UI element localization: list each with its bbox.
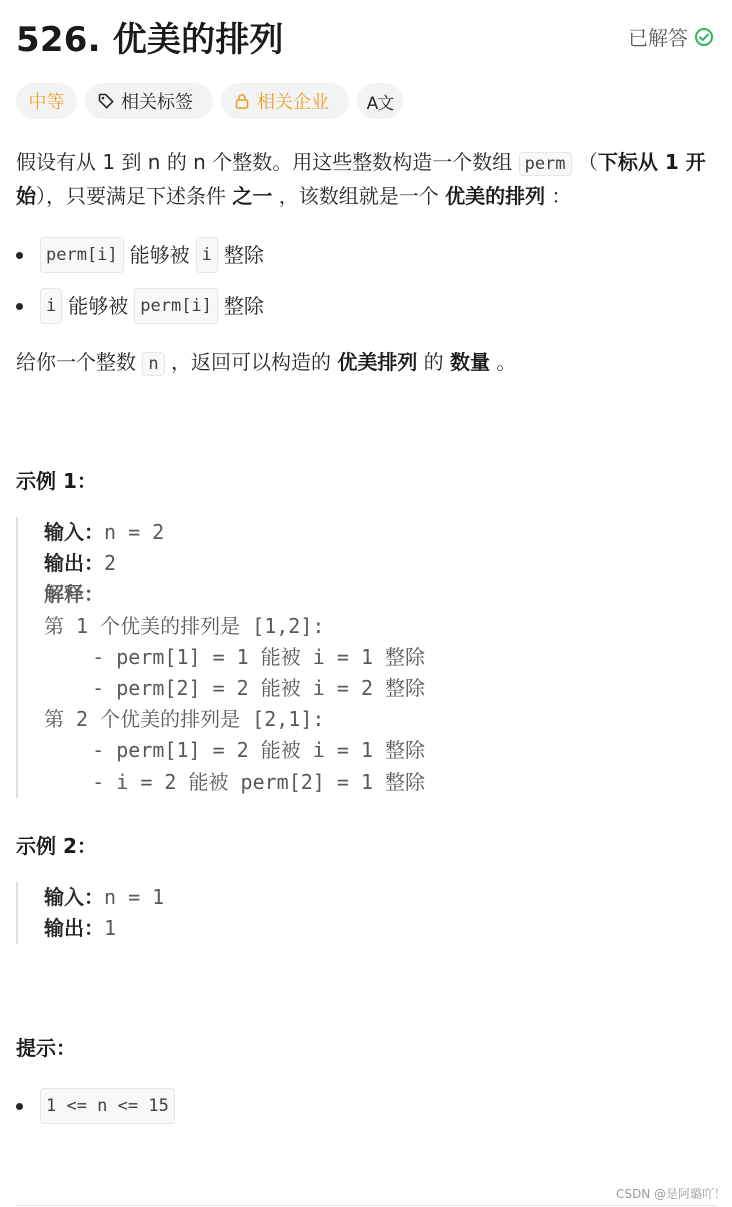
- desc-text: ，返回可以构造的: [164, 350, 338, 374]
- desc-text: 给你一个整数: [16, 350, 143, 374]
- desc-bold-beautiful: 优美的排列: [445, 184, 546, 208]
- explanation-line: 第 2 个优美的排列是 [2,1]:: [44, 707, 325, 732]
- solved-status: [628, 22, 714, 51]
- watermark: CSDN @是阿璐吖！: [615, 1187, 726, 1201]
- desc-bold-index: 下标从 1 开始: [16, 150, 706, 208]
- bullet-dot: [16, 303, 23, 310]
- bullet-dot: [16, 1103, 23, 1110]
- explanation-line: - perm[2] = 2 能被 i = 2 整除: [44, 676, 426, 701]
- difficulty-label: 中等: [28, 92, 65, 113]
- desc-text: ，该数组就是一个: [272, 184, 446, 208]
- condition-text: 整除: [223, 294, 264, 318]
- desc-bold-beautiful-perm: 优美排列: [337, 350, 418, 374]
- condition-item-2: [16, 288, 264, 324]
- explanation-line: 第 1 个优美的排列是 [1,2]:: [44, 613, 325, 638]
- example-1-block: [16, 517, 425, 798]
- related-companies-button[interactable]: [221, 83, 349, 119]
- example-2-block: [16, 882, 164, 944]
- solved-status-label: 已解答: [628, 26, 688, 50]
- explanation-line: - perm[1] = 2 能被 i = 1 整除: [44, 738, 426, 763]
- desc-text: 。: [490, 350, 517, 374]
- condition-item-1: [16, 237, 264, 273]
- inline-code-perm: perm: [519, 152, 572, 176]
- output-label: 输出：: [44, 551, 104, 576]
- translate-button[interactable]: [357, 83, 403, 119]
- inline-code: perm[i]: [134, 288, 218, 324]
- desc-text: ），只要满足下述条件: [36, 184, 233, 208]
- tag-bar: [16, 83, 403, 119]
- hints-title: 提示：: [16, 1036, 76, 1060]
- example-1-title: 示例 1：: [16, 469, 97, 493]
- desc-text: （: [571, 150, 598, 174]
- inline-code: perm[i]: [40, 237, 124, 273]
- input-label: 输入：: [44, 885, 104, 909]
- tag-icon: [97, 92, 115, 110]
- check-circle-icon: [694, 27, 714, 47]
- description-paragraph: [16, 146, 716, 212]
- explanation-label: 解释：: [44, 582, 104, 607]
- task-paragraph: [16, 346, 516, 380]
- desc-bold-one-of: 之一: [232, 184, 273, 208]
- inline-code: i: [40, 288, 62, 324]
- output-value: 2: [104, 551, 117, 576]
- condition-text: 能够被: [129, 243, 190, 267]
- translate-icon: A文: [366, 93, 394, 114]
- difficulty-tag[interactable]: [16, 83, 77, 119]
- lock-icon: [233, 92, 251, 110]
- explanation-line: - perm[1] = 1 能被 i = 1 整除: [44, 644, 426, 669]
- inline-code-n: n: [142, 352, 164, 376]
- related-companies-label: 相关企业: [257, 92, 329, 113]
- example-2-title: 示例 2：: [16, 834, 97, 858]
- input-value: n = 2: [104, 520, 165, 544]
- input-value: n = 1: [104, 885, 165, 909]
- problem-header: [16, 8, 716, 60]
- input-label: 输入：: [44, 520, 104, 544]
- problem-title: 526. 优美的排列: [16, 20, 284, 60]
- explanation-line: - i = 2 能被 perm[2] = 1 整除: [44, 769, 426, 794]
- desc-text: 的: [417, 350, 451, 374]
- inline-code: i: [196, 237, 218, 273]
- bullet-dot: [16, 252, 23, 259]
- condition-text: 整除: [223, 243, 264, 267]
- constraint-code: 1 <= n <= 15: [40, 1088, 175, 1124]
- related-tags-button[interactable]: [85, 83, 213, 119]
- output-label: 输出：: [44, 916, 104, 941]
- constraint-item: [16, 1088, 181, 1124]
- footer-divider: [16, 1205, 716, 1206]
- desc-text: ：: [545, 184, 572, 208]
- related-tags-label: 相关标签: [121, 92, 193, 113]
- output-value: 1: [104, 916, 117, 941]
- condition-text: 能够被: [68, 294, 129, 318]
- desc-text: 假设有从 1 到 n 的 n 个整数。用这些整数构造一个数组: [16, 150, 519, 174]
- desc-bold-count: 数量: [450, 350, 491, 374]
